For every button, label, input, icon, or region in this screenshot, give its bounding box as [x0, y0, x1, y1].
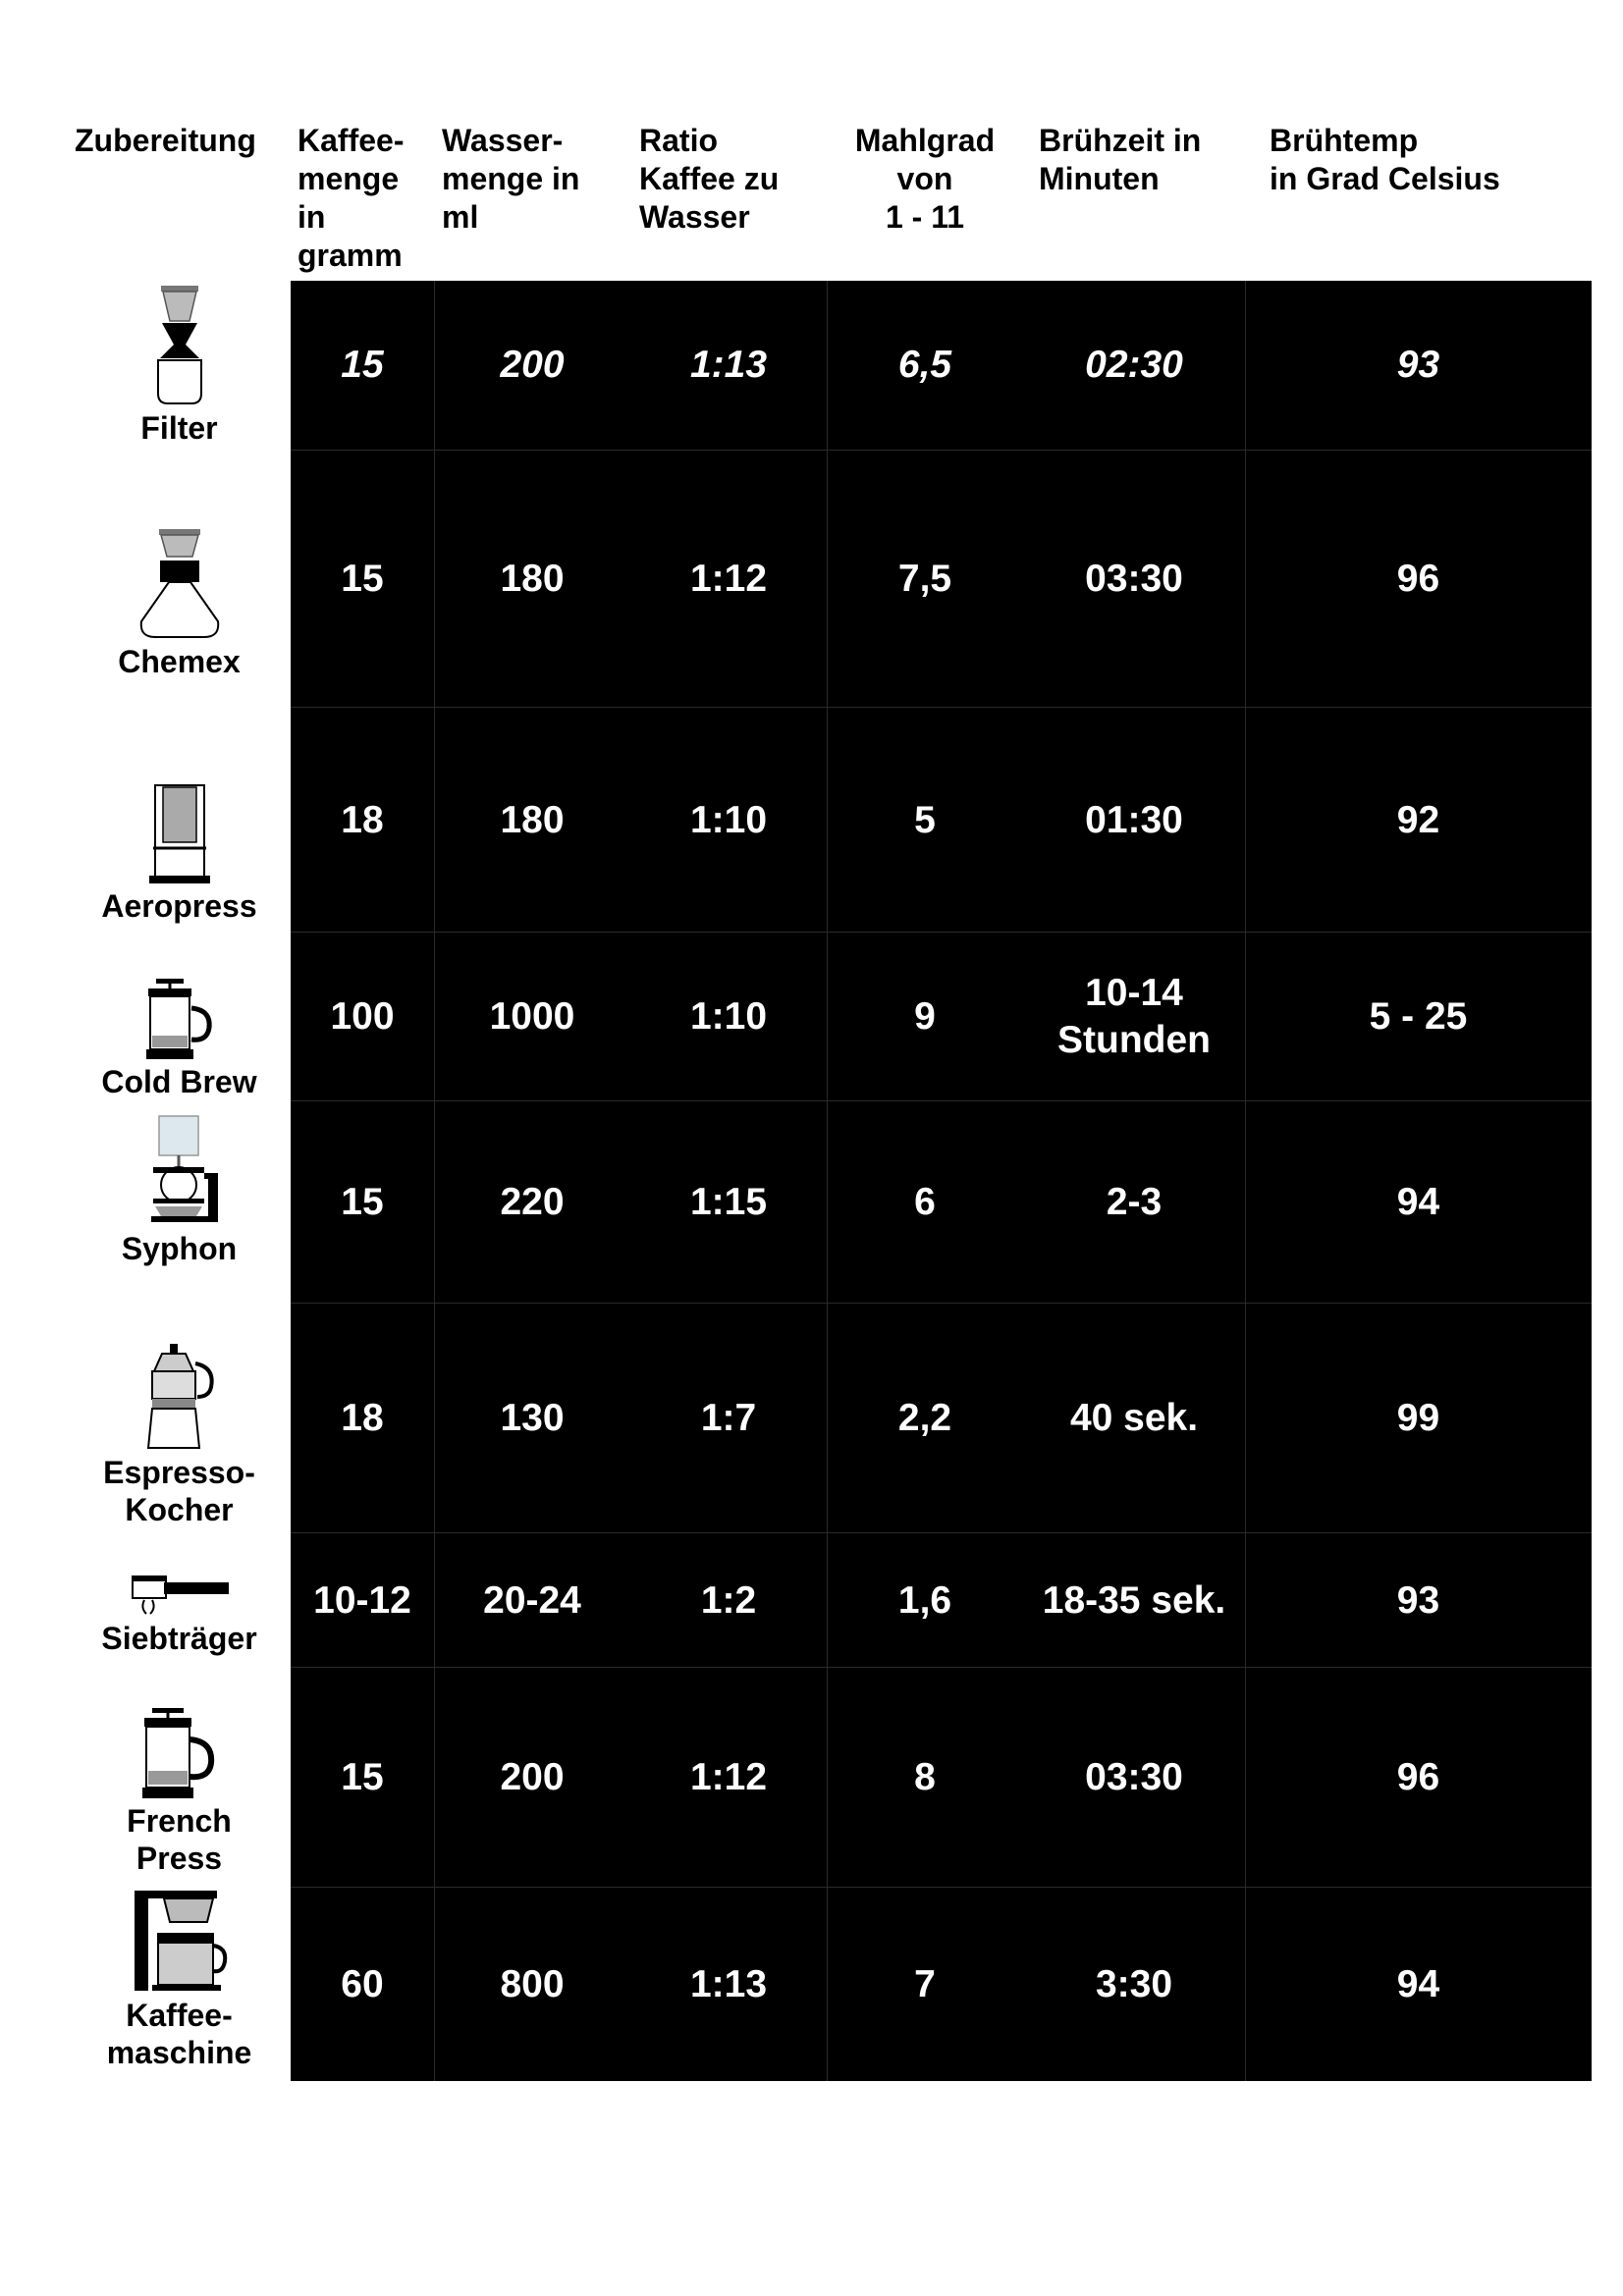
cell-water: 20-24 [483, 1578, 581, 1622]
header-ratio: Ratio Kaffee zu Wasser [639, 123, 780, 235]
table-row-syphon [291, 1100, 1592, 1304]
header-method: Zubereitung [75, 123, 256, 158]
cell-ratio: 1:7 [700, 1397, 757, 1439]
method-name: French Press [127, 1803, 232, 1876]
moka-pot-icon [140, 1342, 219, 1452]
cell-time: 40 sek. [1069, 1397, 1199, 1439]
cell-coffee: 18 [341, 798, 384, 841]
cell-ratio: 1:10 [689, 995, 768, 1038]
cell-ratio: 1:15 [689, 1181, 768, 1223]
table-row-siebtraeger [291, 1532, 1592, 1668]
method-chemex [79, 510, 280, 697]
table-row-french-press [291, 1667, 1592, 1888]
method-name: Kaffee- maschine [106, 1998, 252, 2070]
cell-time: 02:30 [1085, 344, 1183, 386]
cell-temp: 92 [1396, 798, 1440, 841]
syphon-icon [134, 1114, 226, 1228]
cell-time: 01:30 [1085, 798, 1183, 841]
table-row-chemex [291, 450, 1592, 708]
cell-water: 180 [500, 798, 565, 841]
french-press-icon [138, 1706, 221, 1800]
cell-grind: 8 [914, 1756, 936, 1798]
method-name: Cold Brew [101, 1064, 257, 1099]
cell-grind: 1,6 [897, 1578, 952, 1622]
cell-temp: 96 [1396, 558, 1440, 600]
method-kaffeemaschine [79, 1881, 280, 2077]
cell-coffee: 15 [341, 1181, 384, 1223]
cell-coffee: 10-12 [313, 1578, 411, 1622]
cell-ratio: 1:10 [689, 798, 768, 841]
method-espresso-kocher [79, 1337, 280, 1533]
cell-temp: 5 - 25 [1369, 995, 1468, 1038]
cell-coffee: 15 [341, 558, 384, 600]
cold-brew-press-icon [142, 977, 217, 1061]
cell-temp: 94 [1396, 1963, 1440, 2005]
header-grind-size: Mahlgrad von 1 - 11 [854, 123, 996, 235]
cell-coffee: 18 [341, 1397, 384, 1439]
method-filter [79, 281, 280, 450]
cell-time: 2-3 [1106, 1181, 1163, 1223]
table-row-kaffeemaschine [291, 1887, 1592, 2082]
cell-coffee: 60 [341, 1963, 384, 2005]
cell-ratio: 1:13 [689, 1963, 768, 2005]
method-name: Syphon [121, 1231, 238, 1266]
table-row-espresso-kocher [291, 1303, 1592, 1533]
table-row-cold-brew [291, 932, 1592, 1101]
cell-ratio: 1:12 [689, 1756, 768, 1798]
cell-grind: 6 [914, 1181, 936, 1223]
cell-ratio: 1:12 [689, 558, 768, 600]
cell-time: 03:30 [1085, 1756, 1183, 1798]
cell-coffee: 15 [341, 344, 384, 386]
method-syphon [79, 1109, 280, 1272]
cell-temp: 93 [1396, 344, 1440, 386]
cell-grind: 7,5 [897, 558, 952, 600]
column-divider [434, 281, 435, 2081]
method-name: Chemex [118, 644, 241, 679]
cell-coffee: 100 [330, 995, 395, 1038]
brew-table [291, 281, 1592, 2081]
cell-ratio: 1:13 [689, 344, 768, 386]
cell-temp: 93 [1396, 1578, 1440, 1622]
cell-temp: 99 [1396, 1397, 1440, 1439]
header-water-amount: Wasser- menge in ml [442, 123, 580, 235]
header-coffee-amount: Kaffee- menge in gramm [298, 123, 405, 273]
cell-time: 03:30 [1085, 558, 1183, 600]
cell-ratio: 1:2 [700, 1578, 757, 1622]
cell-time: 3:30 [1095, 1963, 1173, 2005]
method-aeropress [79, 766, 280, 942]
header-brew-temp: Brühtemp in Grad Celsius [1270, 123, 1500, 196]
column-divider [827, 281, 828, 2081]
cell-water: 220 [500, 1181, 565, 1223]
portafilter-icon [129, 1569, 231, 1618]
aeropress-icon [145, 783, 214, 885]
method-name: Siebträger [101, 1621, 257, 1656]
cell-grind: 9 [914, 995, 936, 1038]
cell-time: 18-35 sek. [1042, 1578, 1226, 1622]
cell-time: 10-14 Stunden [1057, 972, 1211, 1061]
column-divider [1245, 281, 1246, 2081]
cell-grind: 2,2 [897, 1397, 952, 1439]
chemex-icon [135, 527, 224, 641]
drip-coffee-machine-icon [131, 1887, 229, 1995]
cell-water: 800 [500, 1963, 565, 2005]
cell-grind: 7 [914, 1963, 936, 2005]
method-name: Aeropress [101, 888, 257, 924]
cell-coffee: 15 [341, 1756, 384, 1798]
cell-grind: 5 [914, 798, 936, 841]
method-name: Espresso- Kocher [103, 1455, 255, 1527]
cell-temp: 94 [1396, 1181, 1440, 1223]
cell-water: 200 [500, 344, 565, 386]
header-brew-time: Brühzeit in Minuten [1039, 123, 1202, 196]
cell-water: 130 [500, 1397, 565, 1439]
table-row-filter [291, 281, 1592, 450]
cell-water: 1000 [489, 995, 575, 1038]
method-french-press [79, 1698, 280, 1885]
pour-over-filter-icon [150, 284, 209, 407]
method-siebtraeger [79, 1549, 280, 1677]
method-name: Filter [140, 410, 218, 446]
cell-grind: 6,5 [897, 344, 952, 386]
cell-water: 180 [500, 558, 565, 600]
cell-water: 200 [500, 1756, 565, 1798]
cell-temp: 96 [1396, 1756, 1440, 1798]
method-cold-brew [79, 960, 280, 1117]
table-row-aeropress [291, 707, 1592, 933]
